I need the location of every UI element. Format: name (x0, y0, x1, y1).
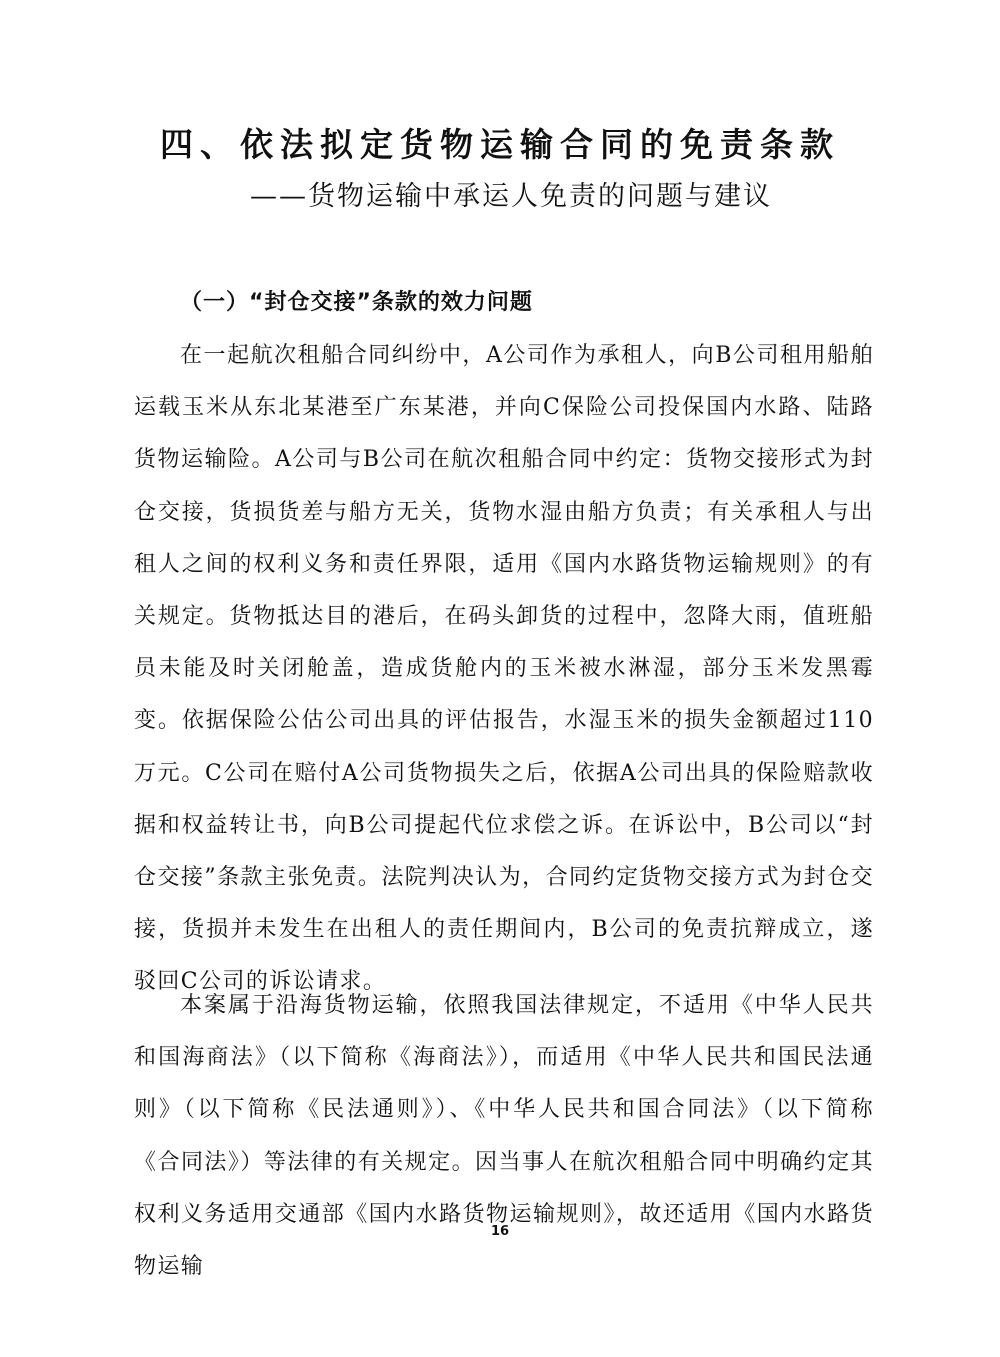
paragraph-case-description: 在一起航次租船合同纠纷中，A公司作为承租人，向B公司租用船舶运载玉米从东北某港至广东某港，并向C保险公司投保国内水路、陆路货物运输险。A公司与B公司在航次租船合同中约定：货物交接形式为封仓交接，货损货差与船方无关，货物水湿由船方负责；有关承租人与出租人之间的权利义务和责任界限，适用《国内水路货物运输规则》的有关规定。货物抵达目的港后，在码头卸货的过程中，忽降大雨，值班船员未能及时关闭舱盖，造成货舱内的玉米被水淋湿，部分玉米发黑霉变。依据保险公估公司出具的评估报告，水湿玉米的损失金额超过110万元。C公司在赔付A公司货物损失之后，依据A公司出具的保险赔款收据和权益转让书，向B公司提起代位求偿之诉。在诉讼中，B公司以“封仓交接”条款主张免责。法院判决认为，合同约定货物交接方式为封仓交接，货损并未发生在出租人的责任期间内，B公司的免责抗辩成立，遂驳回C公司的诉讼请求。 (134, 343, 874, 995)
page-number: 16 (490, 1224, 510, 1239)
document-title: 四、依法拟定货物运输合同的免责条款 (160, 125, 840, 164)
section-heading: （一）“封仓交接”条款的效力问题 (180, 290, 533, 315)
paragraph-legal-analysis: 本案属于沿海货物运输，依照我国法律规定，不适用《中华人民共和国海商法》（以下简称《海商法》），而适用《中华人民共和国民法通则》（以下简称《民法通则》）、《中华人民共和国合同法》（以下简称《合同法》）等法律的有关规定。因当事人在航次租船合同中明确约定其权利义务适用交通部《国内水路货物运输规则》，故还适用《国内水路货物运输 (134, 993, 874, 1280)
document-subtitle: ——货物运输中承运人免责的问题与建议 (250, 181, 772, 212)
